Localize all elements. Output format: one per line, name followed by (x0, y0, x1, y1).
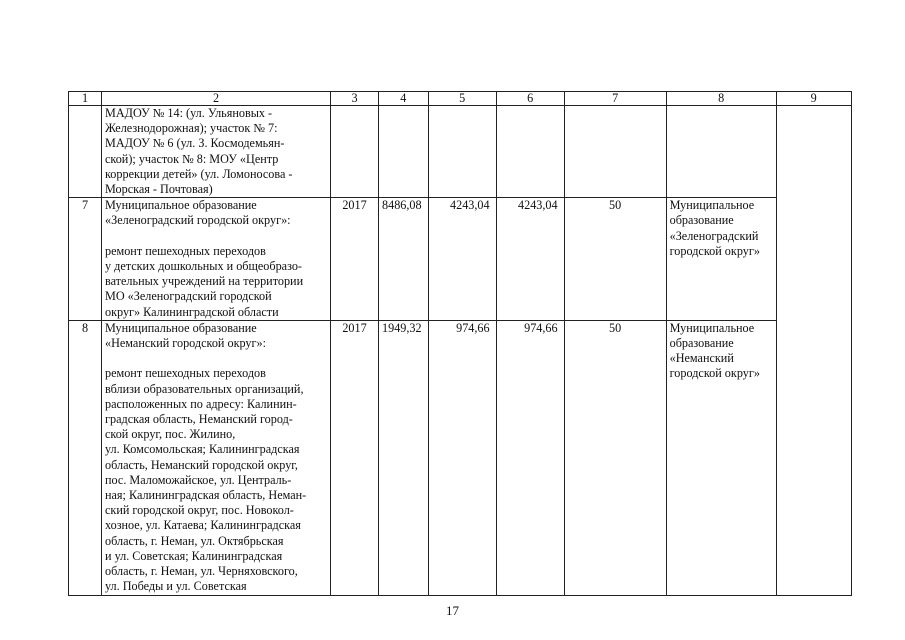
row-number: 8 (69, 320, 102, 595)
header-cell: 6 (496, 92, 564, 106)
description-cell: Муниципальное образование «Неманский городской округ»: ремонт пешеходных переходов вблизи образовательных организаций, расположенных по адресу: Калинин- градская область, Неманский город- ской округ, пос. Жилино, ул. Комсомольская; Калининградская область, Неманский городской округ, пос. Маломожайское, ул. Централь- ная; Калининградская область, Неман- ский городской округ, пос. Новокол- хозное, ул. Катаева; Калининградская область, г. Неман, ул. Октябрьская и ул. Советская; Калининградская область, г. Неман, ул. Черняховского, ул. Победы и ул. Советская (102, 320, 331, 595)
header-row (69, 92, 852, 106)
col5-cell (428, 106, 496, 198)
data-table (68, 91, 852, 596)
row-number: 7 (69, 198, 102, 321)
total-cell: 8486,08 (379, 198, 429, 321)
row-number (69, 106, 102, 198)
header-cell: 2 (102, 92, 331, 106)
col7-cell: 50 (564, 320, 666, 595)
table-row (69, 320, 852, 595)
recipient-cell: Муниципальное образование «Неманский городской округ» (666, 320, 776, 595)
description-cell: Муниципальное образование «Зеленоградский городской округ»: ремонт пешеходных переходов у детских дошкольных и общеобразо- вательных учреждений на территории МО «Зеленоградский городской округ» Калининградской области (102, 198, 331, 321)
col7-cell: 50 (564, 198, 666, 321)
col5-cell: 4243,04 (428, 198, 496, 321)
header-cell: 7 (564, 92, 666, 106)
col6-cell (496, 106, 564, 198)
year-cell: 2017 (331, 198, 379, 321)
page-number: 17 (446, 603, 459, 618)
year-cell (331, 106, 379, 198)
col6-cell: 974,66 (496, 320, 564, 595)
header-cell: 3 (331, 92, 379, 106)
total-cell (379, 106, 429, 198)
year-cell: 2017 (331, 320, 379, 595)
header-cell: 5 (428, 92, 496, 106)
col5-cell: 974,66 (428, 320, 496, 595)
header-cell: 4 (379, 92, 429, 106)
col7-cell (564, 106, 666, 198)
total-cell: 1949,32 (379, 320, 429, 595)
table-row (69, 106, 852, 198)
table-row (69, 198, 852, 321)
col9-cell (776, 106, 851, 596)
header-cell: 8 (666, 92, 776, 106)
recipient-cell (666, 106, 776, 198)
header-cell: 9 (776, 92, 851, 106)
description-cell: МАДОУ № 14: (ул. Ульяновых - Железнодорожная); участок № 7: МАДОУ № 6 (ул. З. Космодемьян- ской); участок № 8: МОУ «Центр коррекции детей» (ул. Ломоносова - Морская - Почтовая) (102, 106, 331, 198)
header-cell: 1 (69, 92, 102, 106)
col6-cell: 4243,04 (496, 198, 564, 321)
recipient-cell: Муниципальное образование «Зеленоградский городской округ» (666, 198, 776, 321)
